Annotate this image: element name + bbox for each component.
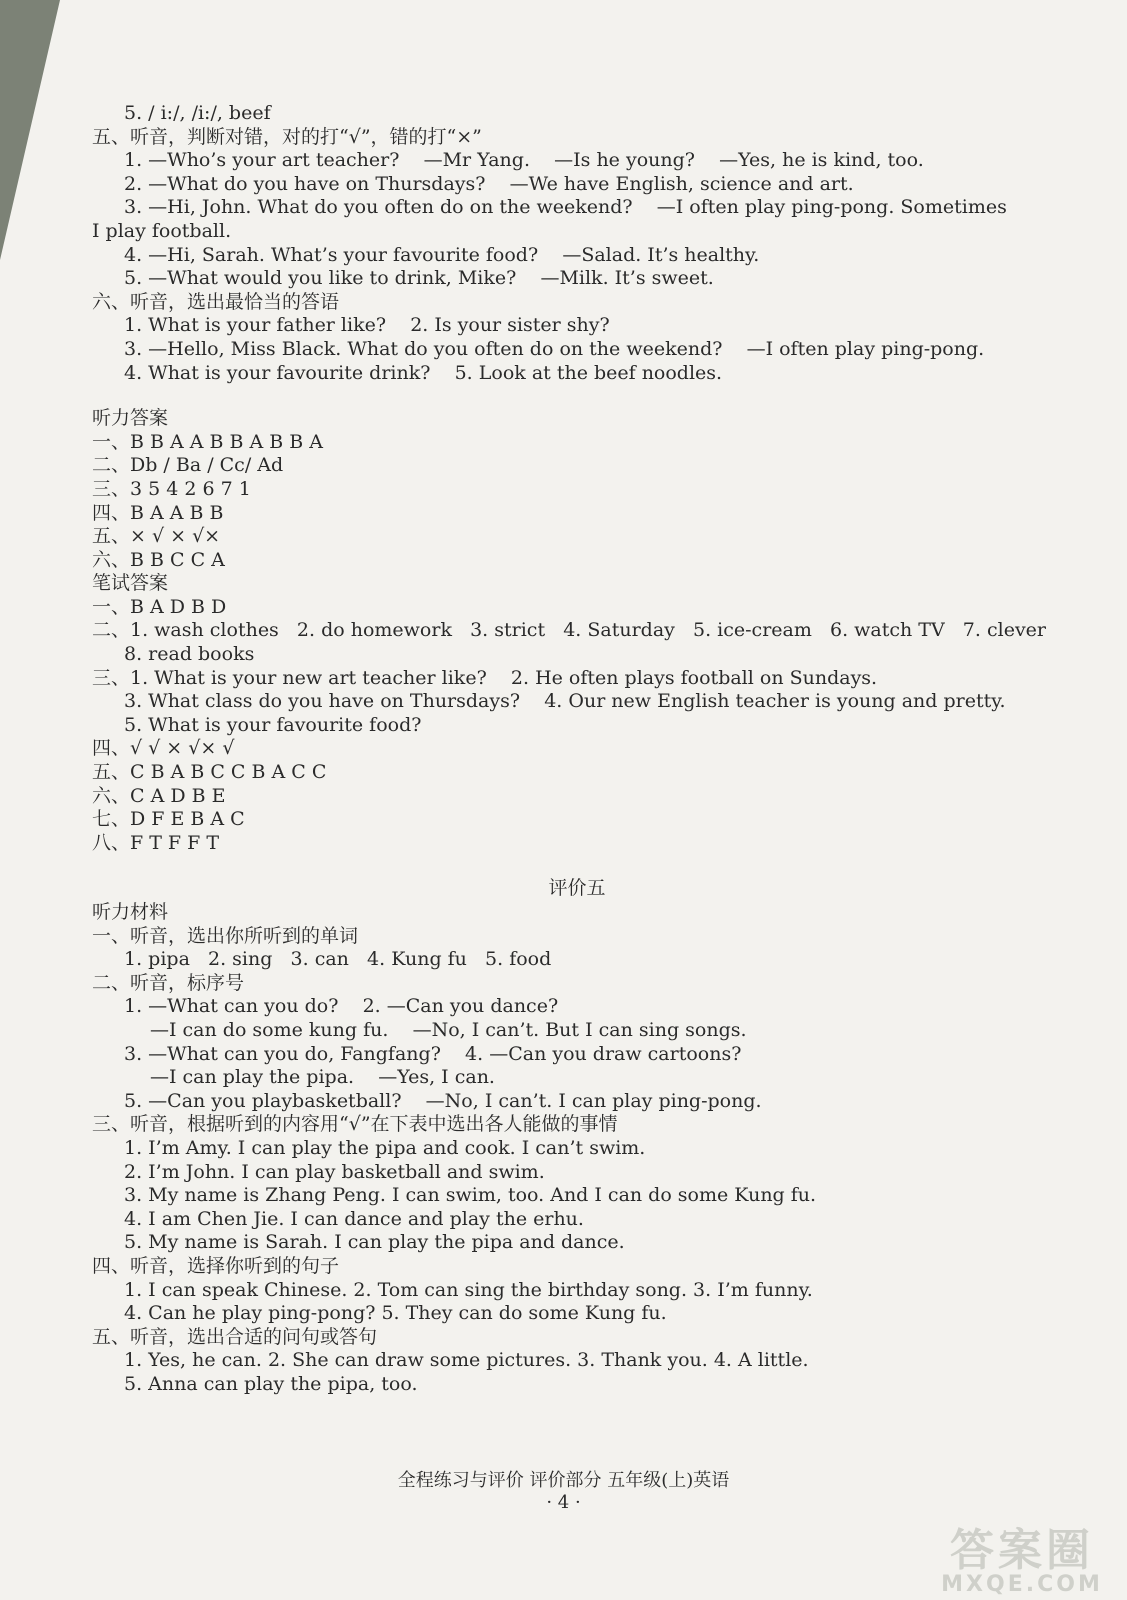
text-line: 8. read books — [124, 643, 255, 666]
text-line: 3. —Hi, John. What do you often do on the weekend? —I often play ping-pong. Sometimes — [124, 196, 1007, 219]
text-line: 评价五 — [548, 877, 606, 900]
text-line: 1. pipa 2. sing 3. can 4. Kung fu 5. food — [124, 948, 552, 971]
text-line: 3. —What can you do, Fangfang? 4. —Can you draw cartoons? — [124, 1042, 742, 1065]
spacer — [92, 855, 1052, 877]
text-line: 5. My name is Sarah. I can play the pipa and dance. — [124, 1231, 625, 1254]
text-line: 笔试答案 — [92, 572, 169, 595]
text-line: 4. —Hi, Sarah. What’s your favourite food? —Salad. It’s healthy. — [124, 243, 760, 266]
answer-document — [92, 102, 1052, 1396]
text-line: —I can play the pipa. —Yes, I can. — [150, 1066, 495, 1089]
text-line: 六、C A D B E — [92, 784, 226, 807]
text-line: 1. —What can you do? 2. —Can you dance? — [124, 995, 559, 1018]
text-line: 四、B A A B B — [92, 501, 224, 524]
text-line: 5. —What would you like to drink, Mike? —Milk. It’s sweet. — [124, 267, 714, 290]
text-line: 八、F T F F T — [92, 831, 220, 854]
text-line: 3. —Hello, Miss Black. What do you often do on the weekend? —I often play ping-pong. — [124, 337, 985, 360]
site-watermark — [937, 1525, 1107, 1598]
text-line: 1. Yes, he can. 2. She can draw some pictures. 3. Thank you. 4. A little. — [124, 1349, 809, 1372]
text-line: 五、听音，选出合适的问句或答句 — [92, 1325, 378, 1348]
text-line: 4. I am Chen Jie. I can dance and play the erhu. — [124, 1207, 584, 1230]
watermark-logo-text: 答案圈 — [950, 1525, 1094, 1576]
page-number: · 4 · — [546, 1492, 581, 1513]
text-line: 二、1. wash clothes 2. do homework 3. strict 4. Saturday 5. ice-cream 6. watch TV 7. clever — [92, 619, 1046, 642]
text-line: 2. I’m John. I can play basketball and swim. — [124, 1160, 545, 1183]
text-line: 四、√ √ × √× √ — [92, 737, 235, 760]
text-line: 五、听音，判断对错，对的打“√”，错的打“×” — [92, 125, 482, 148]
text-line: 2. —What do you have on Thursdays? —We have English, science and art. — [124, 172, 854, 195]
text-line: 1. —Who’s your art teacher? —Mr Yang. —Is he young? —Yes, he is kind, too. — [124, 149, 924, 172]
text-line: 1. I’m Amy. I can play the pipa and cook. I can’t swim. — [124, 1136, 646, 1159]
footer-title: 全程练习与评价 评价部分 五年级(上)英语 — [397, 1470, 730, 1491]
text-line: 二、Db / Ba / Cc/ Ad — [92, 454, 284, 477]
text-line: 三、1. What is your new art teacher like? 2. He often plays football on Sundays. — [92, 666, 878, 689]
text-line: 4. Can he play ping-pong? 5. They can do some Kung fu. — [124, 1302, 667, 1325]
text-line: 3. What class do you have on Thursdays? 4. Our new English teacher is young and pretty. — [124, 690, 1006, 713]
text-line: 1. I can speak Chinese. 2. Tom can sing the birthday song. 3. I’m funny. — [124, 1278, 813, 1301]
spacer — [92, 385, 1052, 407]
text-line: 5. Anna can play the pipa, too. — [124, 1372, 418, 1395]
text-line: 三、3 5 4 2 6 7 1 — [92, 477, 251, 500]
text-line: —I can do some kung fu. —No, I can’t. But I can sing songs. — [150, 1018, 747, 1041]
text-line: 七、D F E B A C — [92, 808, 245, 831]
text-line: 5. / i:/, /i:/, beef — [124, 102, 271, 124]
text-line: 5. What is your favourite food? — [124, 713, 422, 736]
text-line: 听力材料 — [92, 901, 169, 923]
text-line: 六、B B C C A — [92, 548, 225, 571]
scan-corner-shadow — [0, 0, 60, 260]
text-line: 4. What is your favourite drink? 5. Look at the beef noodles. — [124, 361, 723, 384]
text-line: 五、× √ × √× — [92, 525, 221, 548]
text-line: 一、听音，选出你所听到的单词 — [92, 924, 359, 947]
text-line: 5. —Can you playbasketball? —No, I can’t. I can play ping-pong. — [124, 1089, 762, 1112]
text-line: 六、听音，选出最恰当的答语 — [92, 290, 340, 313]
text-line: 一、B A D B D — [92, 595, 227, 618]
text-line: 三、听音，根据听到的内容用“√”在下表中选出各人能做的事情 — [92, 1113, 618, 1136]
text-line: 二、听音，标序号 — [92, 971, 245, 994]
text-line: 五、C B A B C C B A C C — [92, 761, 327, 784]
text-line: 3. My name is Zhang Peng. I can swim, too. And I can do some Kung fu. — [124, 1184, 817, 1207]
text-line: 一、B B A A B B A B B A — [92, 430, 324, 453]
text-line: 1. What is your father like? 2. Is your sister shy? — [124, 314, 610, 337]
text-line: 四、听音，选择你听到的句子 — [92, 1254, 340, 1277]
text-line: I play football. — [92, 219, 232, 242]
watermark-url: MXQE.COM — [941, 1572, 1103, 1597]
text-line: 听力答案 — [92, 407, 169, 430]
